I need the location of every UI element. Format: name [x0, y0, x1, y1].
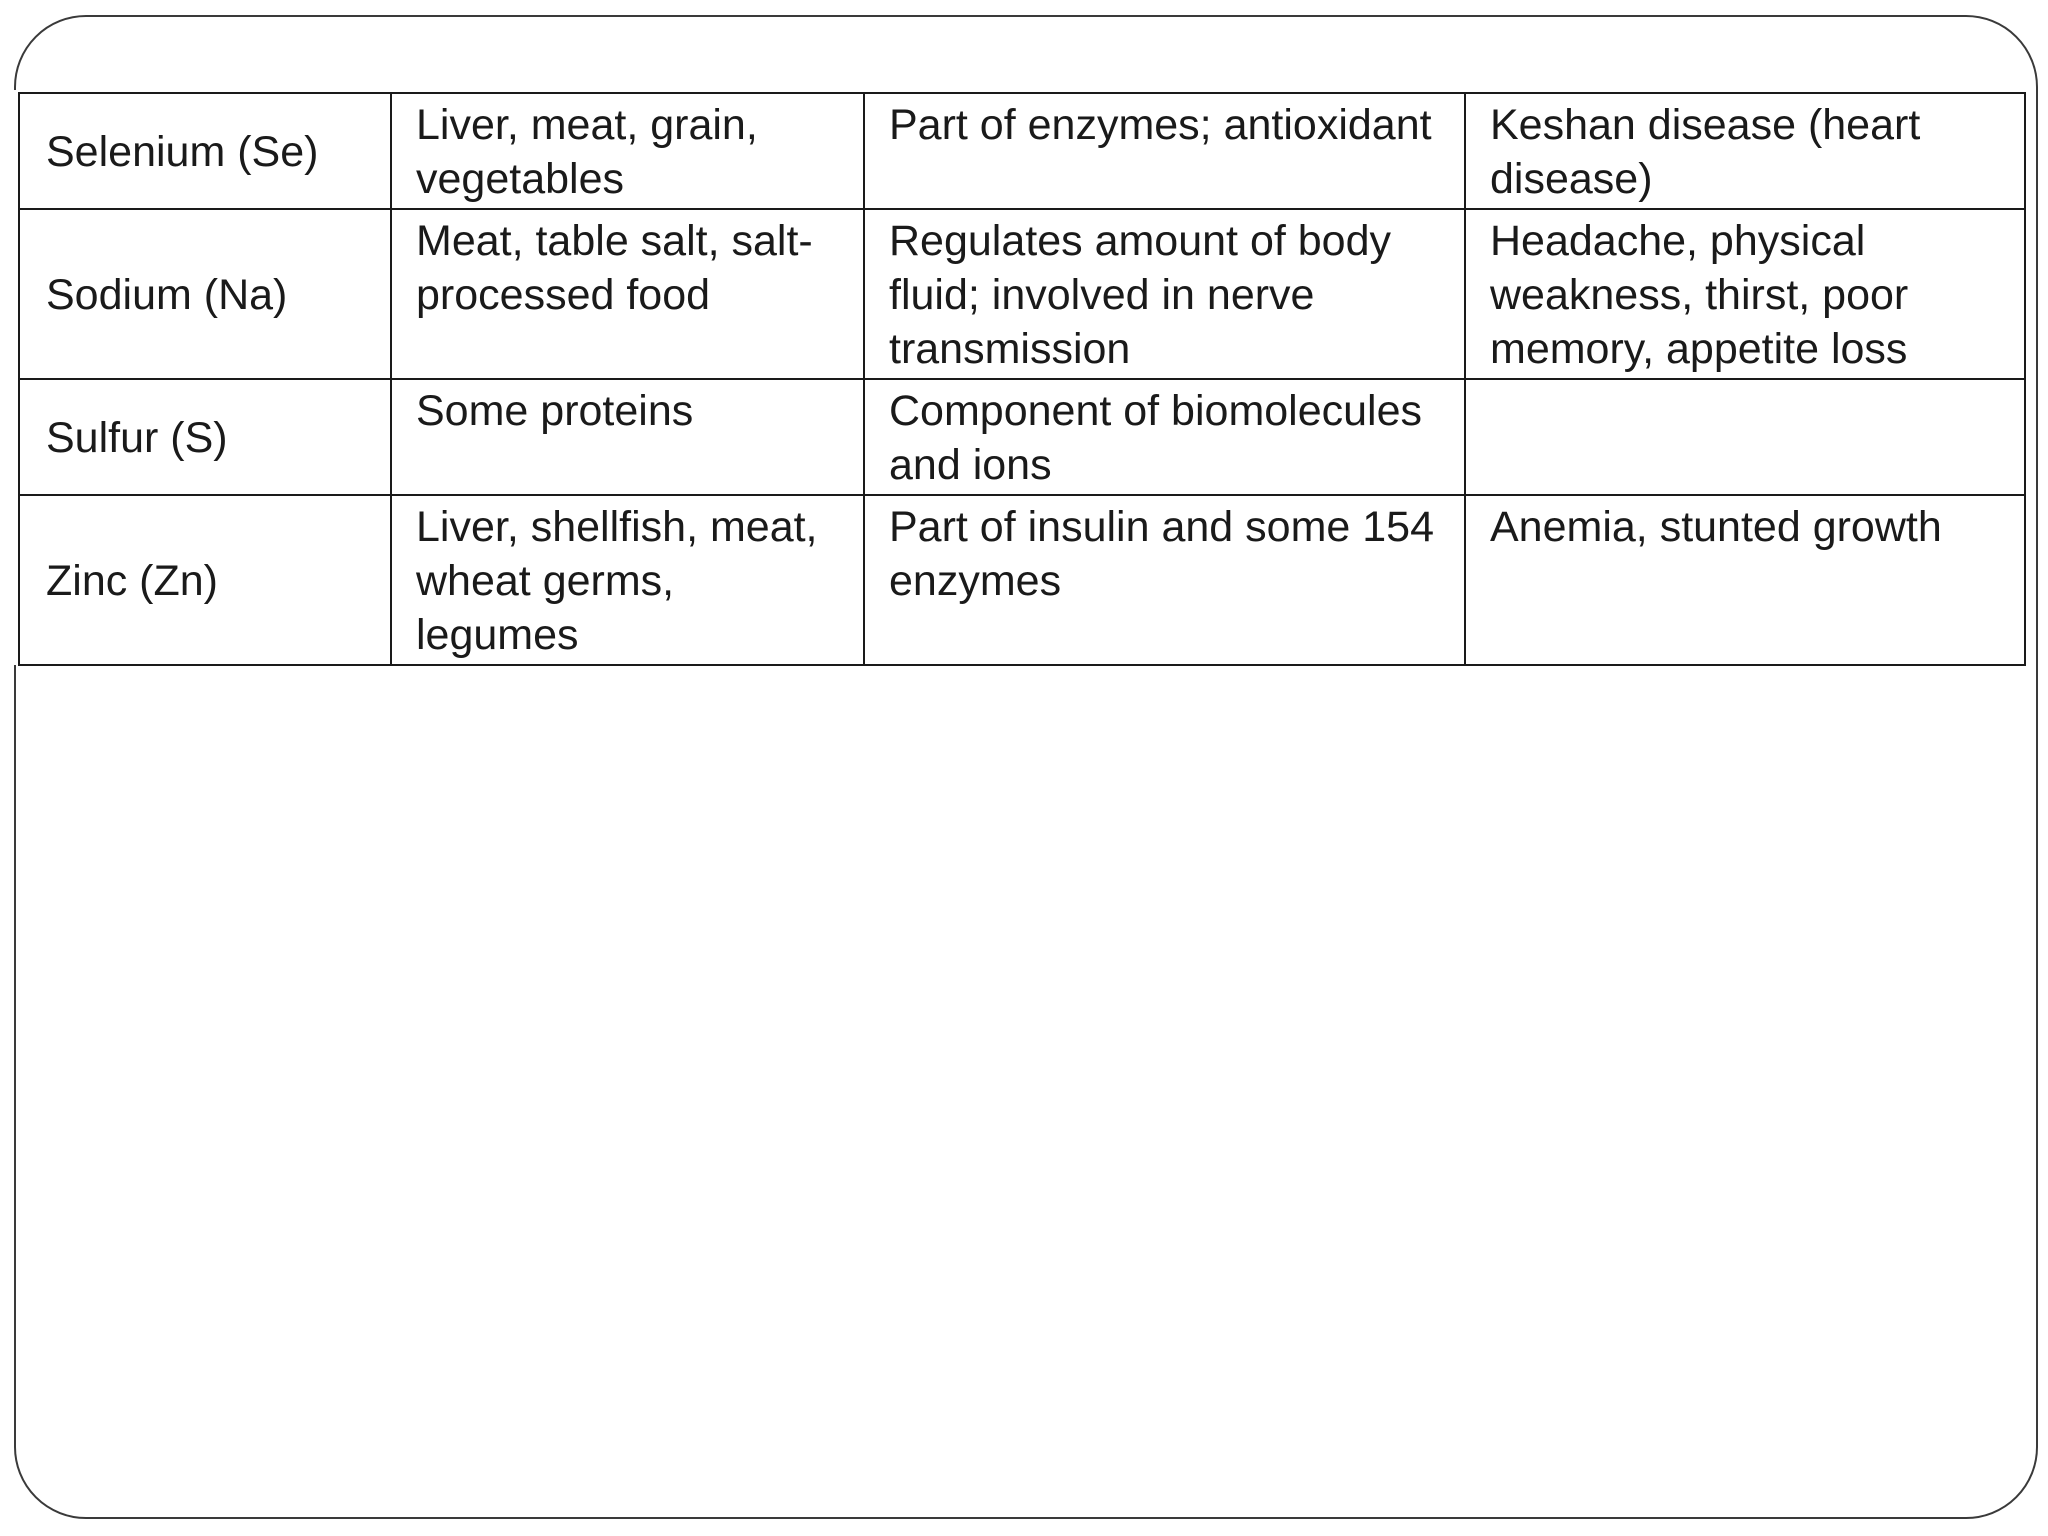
deficiency-cell: Keshan disease (heart disease)	[1465, 93, 2025, 209]
deficiency-cell: Headache, physical weakness, thirst, poor memory, appetite loss	[1465, 209, 2025, 379]
sources-cell: Liver, shellfish, meat, wheat germs, legumes	[391, 495, 864, 665]
table-row	[19, 379, 2025, 495]
mineral-name-cell: Selenium (Se)	[19, 93, 391, 209]
function-cell: Part of enzymes; antioxidant	[864, 93, 1465, 209]
table-row	[19, 495, 2025, 665]
mineral-name-cell: Zinc (Zn)	[19, 495, 391, 665]
mineral-name-cell: Sodium (Na)	[19, 209, 391, 379]
mineral-table	[18, 92, 2026, 666]
table-row	[19, 209, 2025, 379]
function-cell: Component of biomolecules and ions	[864, 379, 1465, 495]
sources-cell: Some proteins	[391, 379, 864, 495]
function-cell: Part of insulin and some 154 enzymes	[864, 495, 1465, 665]
sources-cell: Liver, meat, grain, vegetables	[391, 93, 864, 209]
sources-cell: Meat, table salt, salt- processed food	[391, 209, 864, 379]
mineral-table-container	[18, 92, 2024, 666]
mineral-name-cell: Sulfur (S)	[19, 379, 391, 495]
function-cell: Regulates amount of body fluid; involved in nerve transmission	[864, 209, 1465, 379]
deficiency-cell	[1465, 379, 2025, 495]
deficiency-cell: Anemia, stunted growth	[1465, 495, 2025, 665]
table-row	[19, 93, 2025, 209]
